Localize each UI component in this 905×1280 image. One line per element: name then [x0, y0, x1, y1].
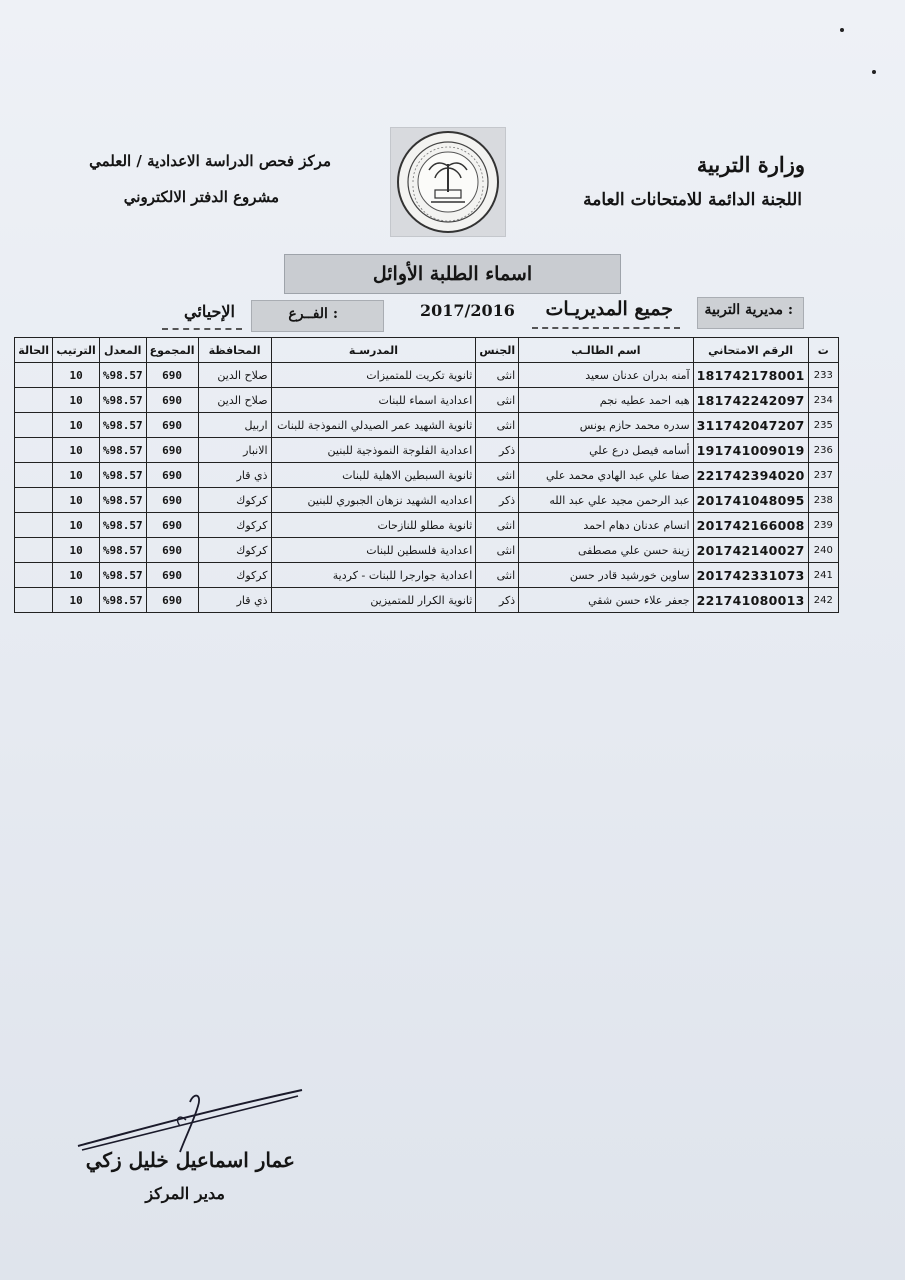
- cell-status: [15, 438, 53, 463]
- cell-seq: 237: [808, 463, 838, 488]
- cell-exam-no: 221741080013: [693, 588, 808, 613]
- cell-gender: انثى: [476, 563, 519, 588]
- cell-name: سدره محمد حازم يونس: [519, 413, 693, 438]
- cell-gender: انثى: [476, 388, 519, 413]
- cell-name: صفا علي عبد الهادي محمد علي: [519, 463, 693, 488]
- signatory-name: عمار اسماعيل خليل زكي: [85, 1148, 295, 1172]
- cell-average: %98.57: [99, 388, 146, 413]
- cell-rank: 10: [53, 563, 100, 588]
- column-header-name: اسم الطالـب: [519, 338, 693, 363]
- cell-gender: ذكر: [476, 438, 519, 463]
- cell-status: [15, 563, 53, 588]
- cell-status: [15, 413, 53, 438]
- cell-exam-no: 201742140027: [693, 538, 808, 563]
- cell-status: [15, 363, 53, 388]
- cell-total: 690: [146, 463, 198, 488]
- cell-average: %98.57: [99, 588, 146, 613]
- scan-mark: [872, 70, 876, 74]
- cell-seq: 233: [808, 363, 838, 388]
- column-header-exam-no: الرقم الامتحاني: [693, 338, 808, 363]
- cell-rank: 10: [53, 413, 100, 438]
- cell-name: جعفر علاء حسن شقي: [519, 588, 693, 613]
- cell-total: 690: [146, 363, 198, 388]
- cell-school: ثانوية السبطين الاهلية للبنات: [271, 463, 476, 488]
- cell-exam-no: 181742242097: [693, 388, 808, 413]
- cell-gender: انثى: [476, 363, 519, 388]
- cell-name: أسامه فيصل درع علي: [519, 438, 693, 463]
- cell-rank: 10: [53, 488, 100, 513]
- cell-province: كركوك: [198, 538, 271, 563]
- cell-average: %98.57: [99, 488, 146, 513]
- cell-exam-no: 201742331073: [693, 563, 808, 588]
- cell-school: ثانوية الكرار للمتميزين: [271, 588, 476, 613]
- cell-total: 690: [146, 513, 198, 538]
- cell-rank: 10: [53, 588, 100, 613]
- cell-province: صلاح الدين: [198, 388, 271, 413]
- cell-province: ذي قار: [198, 463, 271, 488]
- cell-school: اعدادية فلسطين للبنات: [271, 538, 476, 563]
- cell-province: الانبار: [198, 438, 271, 463]
- cell-rank: 10: [53, 363, 100, 388]
- cell-exam-no: 201741048095: [693, 488, 808, 513]
- cell-total: 690: [146, 588, 198, 613]
- cell-seq: 240: [808, 538, 838, 563]
- cell-exam-no: 191741009019: [693, 438, 808, 463]
- cell-name: ساوين خورشيد قادر حسن: [519, 563, 693, 588]
- cell-exam-no: 201742166008: [693, 513, 808, 538]
- table-row: [15, 513, 839, 538]
- cell-name: انسام عدنان دهام احمد: [519, 513, 693, 538]
- column-header-rank: الترتيب: [53, 338, 100, 363]
- cell-rank: 10: [53, 463, 100, 488]
- ministry-seal-icon: [391, 128, 505, 236]
- cell-exam-no: 311742047207: [693, 413, 808, 438]
- column-header-province: المحافظة: [198, 338, 271, 363]
- cell-seq: 241: [808, 563, 838, 588]
- cell-province: كركوك: [198, 563, 271, 588]
- cell-province: صلاح الدين: [198, 363, 271, 388]
- cell-average: %98.57: [99, 363, 146, 388]
- cell-province: ذي قار: [198, 588, 271, 613]
- cell-total: 690: [146, 488, 198, 513]
- column-header-status: الحالة: [15, 338, 53, 363]
- cell-gender: انثى: [476, 538, 519, 563]
- table-row: [15, 388, 839, 413]
- cell-rank: 10: [53, 388, 100, 413]
- cell-gender: انثى: [476, 463, 519, 488]
- cell-status: [15, 388, 53, 413]
- cell-exam-no: 221742394020: [693, 463, 808, 488]
- cell-school: اعدادية اسماء للبنات: [271, 388, 476, 413]
- table-row: [15, 488, 839, 513]
- cell-name: آمنه بدران عدنان سعيد: [519, 363, 693, 388]
- cell-seq: 239: [808, 513, 838, 538]
- cell-gender: انثى: [476, 513, 519, 538]
- cell-name: زينة حسن علي مصطفى: [519, 538, 693, 563]
- column-header-seq: ت: [808, 338, 838, 363]
- scan-mark: [840, 28, 844, 32]
- signatory-title: مدير المركز: [145, 1184, 225, 1203]
- cell-gender: ذكر: [476, 488, 519, 513]
- cell-school: ثانوية الشهيد عمر الصيدلي النموذجة للبنات: [271, 413, 476, 438]
- cell-seq: 234: [808, 388, 838, 413]
- cell-status: [15, 463, 53, 488]
- cell-school: اعداديه الشهيد نزهان الجبوري للبنين: [271, 488, 476, 513]
- cell-gender: ذكر: [476, 588, 519, 613]
- branch-value: الإحيائي: [184, 302, 235, 321]
- cell-province: كركوك: [198, 513, 271, 538]
- center-name: مركز فحص الدراسة الاعدادية / العلمي: [89, 152, 331, 170]
- cell-total: 690: [146, 538, 198, 563]
- results-table: [14, 337, 839, 613]
- cell-average: %98.57: [99, 513, 146, 538]
- cell-average: %98.57: [99, 563, 146, 588]
- cell-school: ثانوية تكريت للمتميزات: [271, 363, 476, 388]
- cell-status: [15, 488, 53, 513]
- column-header-gender: الجنس: [476, 338, 519, 363]
- cell-average: %98.57: [99, 538, 146, 563]
- cell-total: 690: [146, 563, 198, 588]
- cell-average: %98.57: [99, 413, 146, 438]
- cell-rank: 10: [53, 538, 100, 563]
- cell-seq: 238: [808, 488, 838, 513]
- directorate-label: مديرية التربية :: [704, 302, 793, 318]
- cell-total: 690: [146, 413, 198, 438]
- column-header-school: المدرسـة: [271, 338, 476, 363]
- directorate-underline: [532, 327, 680, 329]
- cell-status: [15, 538, 53, 563]
- table-row: [15, 563, 839, 588]
- cell-school: ثانوية مطلو للنازحات: [271, 513, 476, 538]
- cell-school: اعدادية جوارجرا للبنات - كردية: [271, 563, 476, 588]
- academic-year: 2017/2016: [420, 301, 515, 320]
- cell-seq: 236: [808, 438, 838, 463]
- cell-total: 690: [146, 438, 198, 463]
- table-row: [15, 538, 839, 563]
- cell-average: %98.57: [99, 463, 146, 488]
- table-row: [15, 363, 839, 388]
- cell-province: اربيل: [198, 413, 271, 438]
- cell-name: هبه احمد عطيه نجم: [519, 388, 693, 413]
- table-row: [15, 413, 839, 438]
- cell-status: [15, 513, 53, 538]
- logo-frame: [390, 127, 506, 237]
- table-row: [15, 463, 839, 488]
- table-header-row: [15, 338, 839, 363]
- cell-school: اعدادية الفلوجة النموذجية للبنين: [271, 438, 476, 463]
- directorate-value: جميع المديريـات: [545, 298, 673, 320]
- column-header-average: المعدل: [99, 338, 146, 363]
- project-name: مشروع الدفتر الالكتروني: [123, 188, 279, 206]
- branch-underline: [162, 328, 242, 330]
- column-header-total: المجموع: [146, 338, 198, 363]
- page-title: اسماء الطلبة الأوائل: [284, 254, 621, 294]
- cell-status: [15, 588, 53, 613]
- table-row: [15, 588, 839, 613]
- branch-label: الفــرع :: [288, 306, 338, 322]
- cell-name: عبد الرحمن مجيد علي عبد الله: [519, 488, 693, 513]
- cell-province: كركوك: [198, 488, 271, 513]
- committee-name: اللجنة الدائمة للامتحانات العامة: [583, 190, 802, 210]
- cell-rank: 10: [53, 438, 100, 463]
- cell-average: %98.57: [99, 438, 146, 463]
- cell-seq: 235: [808, 413, 838, 438]
- table-row: [15, 438, 839, 463]
- cell-rank: 10: [53, 513, 100, 538]
- cell-seq: 242: [808, 588, 838, 613]
- ministry-name: وزارة التربية: [696, 152, 805, 177]
- cell-gender: انثى: [476, 413, 519, 438]
- cell-exam-no: 181742178001: [693, 363, 808, 388]
- cell-total: 690: [146, 388, 198, 413]
